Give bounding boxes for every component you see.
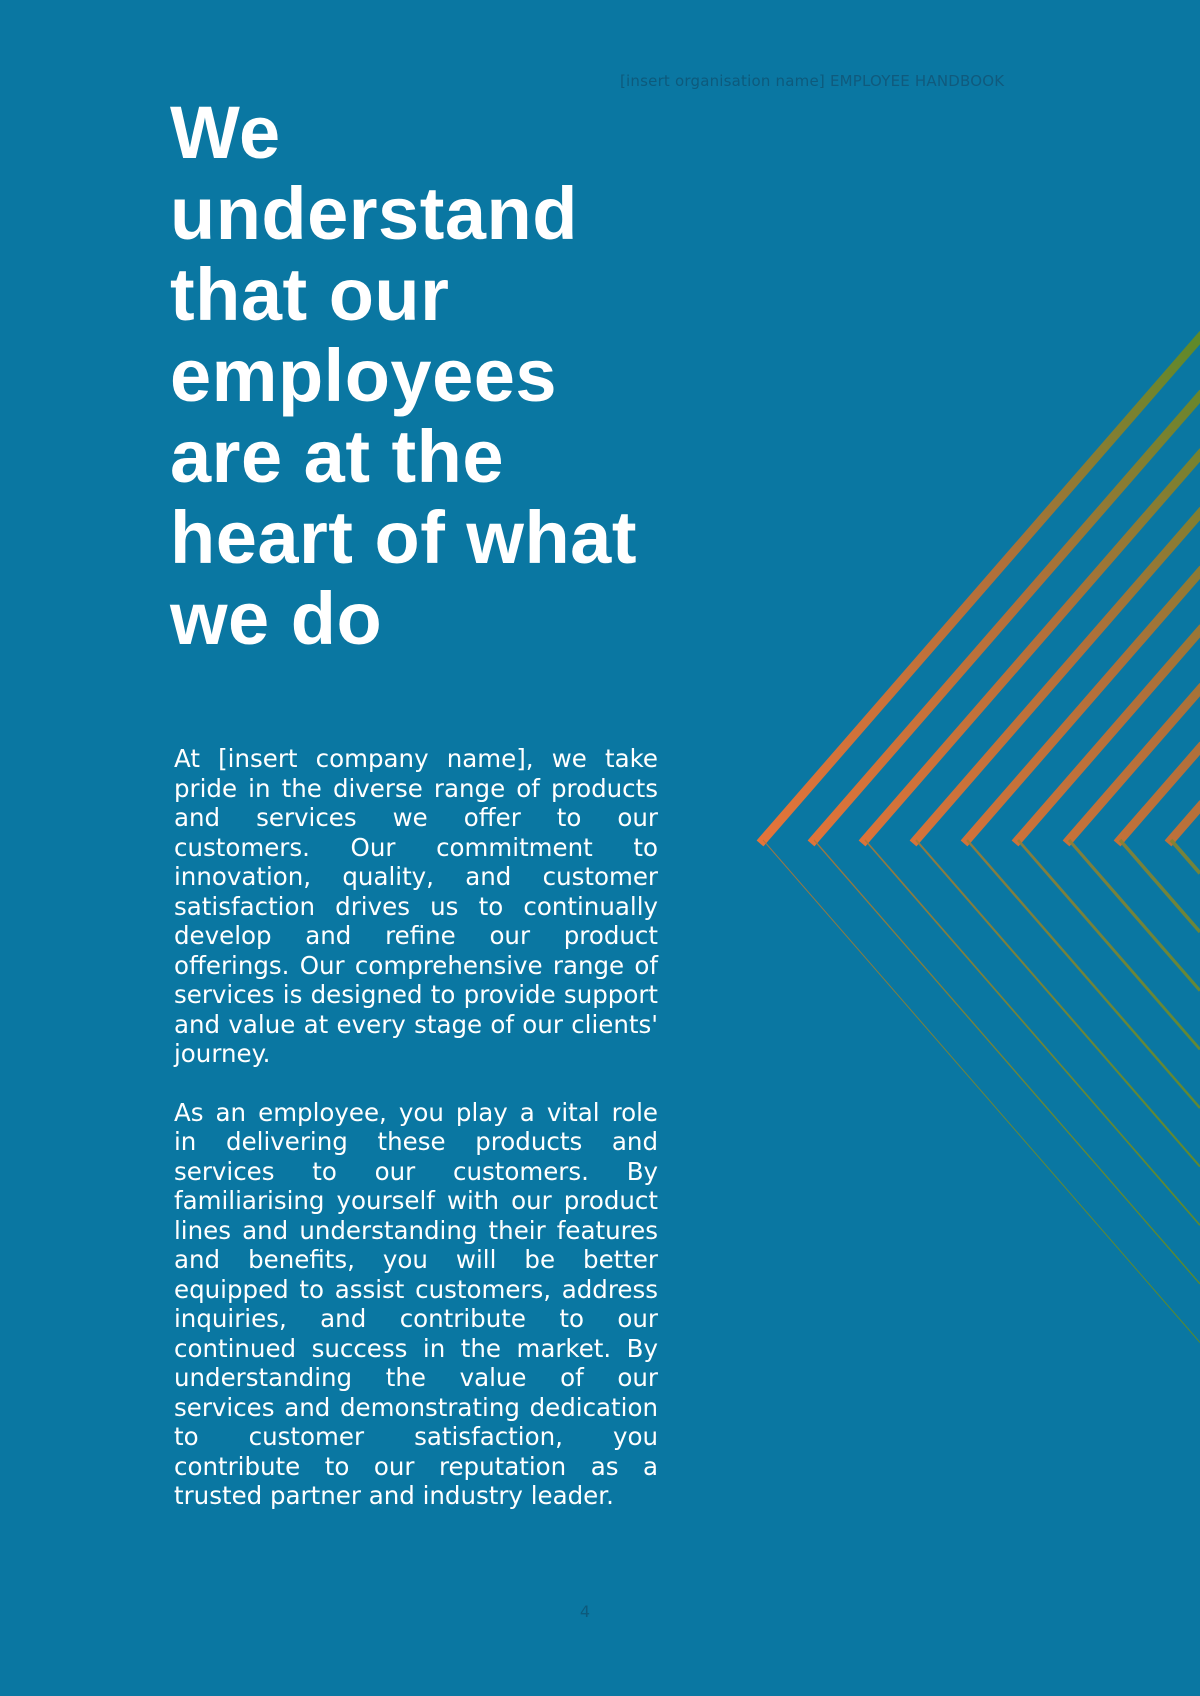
chevron-lower-stroke	[865, 840, 1200, 1225]
chevron-upper-stroke	[967, 572, 1200, 840]
chevron-lower-stroke	[1171, 840, 1200, 873]
chevron-lower-stroke	[916, 840, 1200, 1167]
chevron-lower-stroke	[967, 840, 1200, 1108]
chevron-upper-stroke	[1171, 807, 1200, 840]
page-headline: We understand that our employees are at the heart of what we do	[170, 91, 637, 660]
header-handbook-title: EMPLOYEE HANDBOOK	[829, 72, 1005, 90]
chevron-lower-stroke	[1120, 840, 1200, 932]
chevron-lower-stroke	[814, 840, 1200, 1284]
running-header	[620, 72, 1114, 90]
chevron-lower-stroke	[1069, 840, 1200, 991]
chevron-upper-stroke	[814, 396, 1200, 840]
page-number: 4	[579, 1602, 591, 1621]
header-organisation-name: [insert organisation name]	[620, 72, 825, 90]
chevron-lower-stroke	[1018, 840, 1200, 1049]
chevron-upper-stroke	[865, 455, 1200, 840]
body-paragraph-1: At [insert company name], we take pride in the diverse range of products and services we offer to our customers. Our commitment to innovation, quality, and customer satisfaction drives us to continually develop and refine our product offerings. Our comprehensive range of services is designed to provide support and value at every stage of our clients' journey.	[174, 744, 658, 1068]
chevron-upper-stroke	[1018, 631, 1200, 840]
body-paragraph-2: As an employee, you play a vital role in delivering these products and services to our customers. By familiarising yourself with our product lines and understanding their features and benefits, you will be better equipped to assist customers, address inquiries, and contribute to our continued success in the market. By understanding the value of our services and demonstrating dedication to customer satisfaction, you contribute to our reputation as a trusted partner and industry leader.	[174, 1097, 658, 1510]
body-text	[174, 744, 658, 1540]
